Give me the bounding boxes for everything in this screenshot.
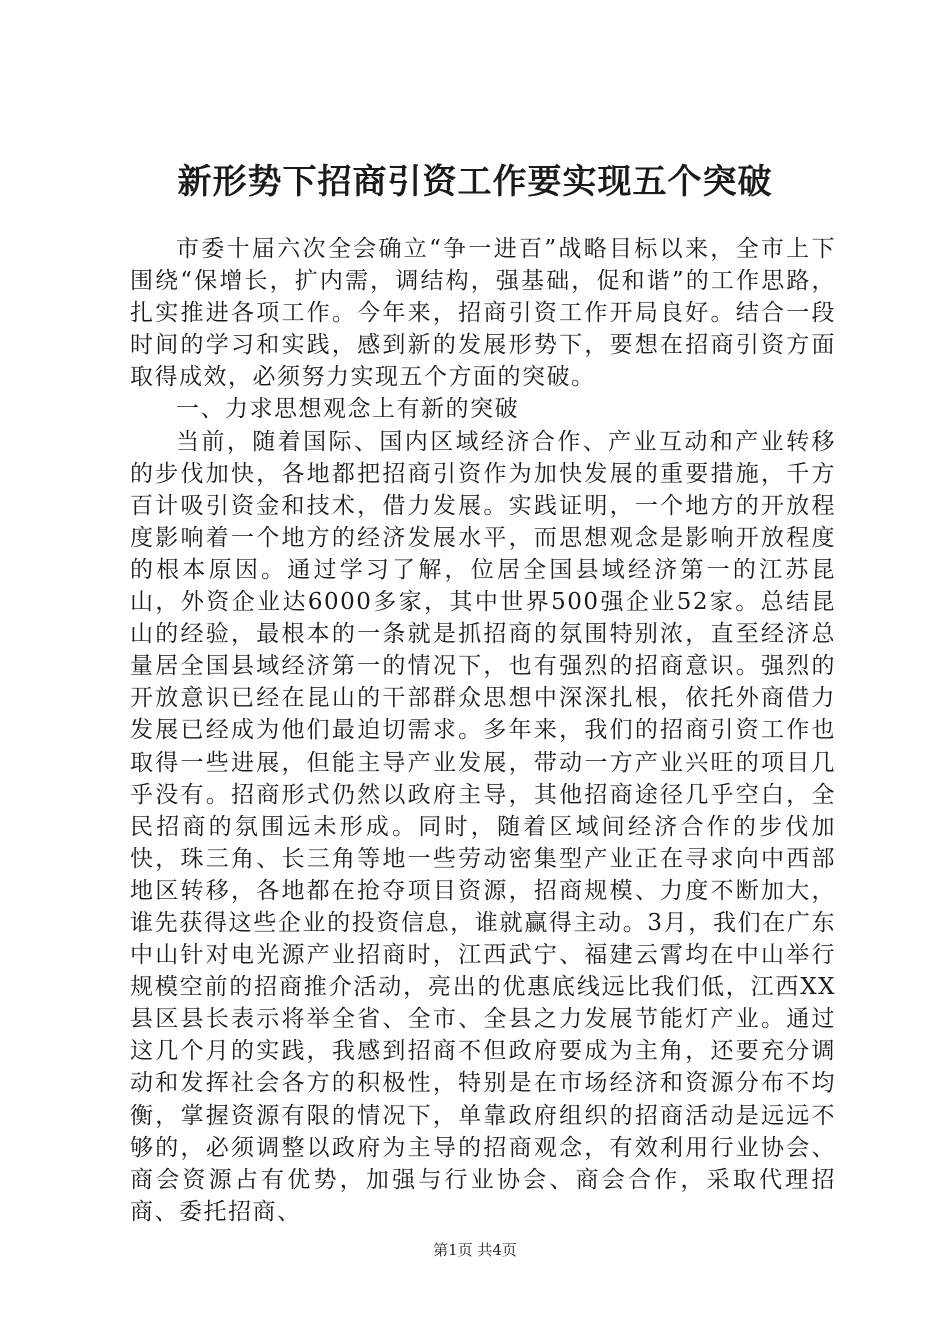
paragraph-intro: 市委十届六次全会确立“争一进百”战略目标以来，全市上下围绕“保增长，扩内需，调结构，强基础，促和谐”的工作思路，扎实推进各项工作。今年来，招商引资工作开局良好。结合一段时间的学习和实践，感到新的发展形势下，要想在招商引资方面取得成效，必须努力实现五个方面的突破。	[130, 236, 836, 391]
document-body	[130, 233, 836, 1228]
section-heading-1: 一、力求思想观念上有新的突破	[176, 396, 519, 423]
document-title: 新形势下招商引资工作要实现五个突破	[177, 162, 773, 202]
page-footer: 第1页 共4页	[433, 1241, 517, 1259]
paragraph-section-1: 当前，随着国际、国内区域经济合作、产业互动和产业转移的步伐加快，各地都把招商引资作为加快发展的重要措施，千方百计吸引资金和技术，借力发展。实践证明，一个地方的开放程度影响着一个地方的经济发展水平，而思想观念是影响开放程度的根本原因。通过学习了解，位居全国县域经济第一的江苏昆山，外资企业达6000多家，其中世界500强企业52家。总结昆山的经验，最根本的一条就是抓招商的氛围特别浓，直至经济总量居全国县域经济第一的情况下，也有强烈的招商意识。强烈的开放意识已经在昆山的干部群众思想中深深扎根，依托外商借力发展已经成为他们最迫切需求。多年来，我们的招商引资工作也取得一些进展，但能主导产业发展，带动一方产业兴旺的项目几乎没有。招商形式仍然以政府主导，其他招商途径几乎空白，全民招商的氛围远未形成。同时，随着区域间经济合作的步伐加快，珠三角、长三角等地一些劳动密集型产业正在寻求向中西部地区转移，各地都在抢夺项目资源，招商规模、力度不断加大，谁先获得这些企业的投资信息，谁就赢得主动。3月，我们在广东中山针对电光源产业招商时，江西武宁、福建云霄均在中山举行规模空前的招商推介活动，亮出的优惠底线远比我们低，江西XX县区县长表示将举全省、全市、全县之力发展节能灯产业。通过这几个月的实践，我感到招商不但政府要成为主角，还要充分调动和发挥社会各方的积极性，特别是在市场经济和资源分布不均衡，掌握资源有限的情况下，单靠政府组织的招商活动是远远不够的，必须调整以政府为主导的招商观念，有效利用行业协会、商会资源占有优势，加强与行业协会、商会合作，采取代理招商、委托招商、	[130, 428, 836, 1225]
document-page	[130, 0, 836, 1344]
